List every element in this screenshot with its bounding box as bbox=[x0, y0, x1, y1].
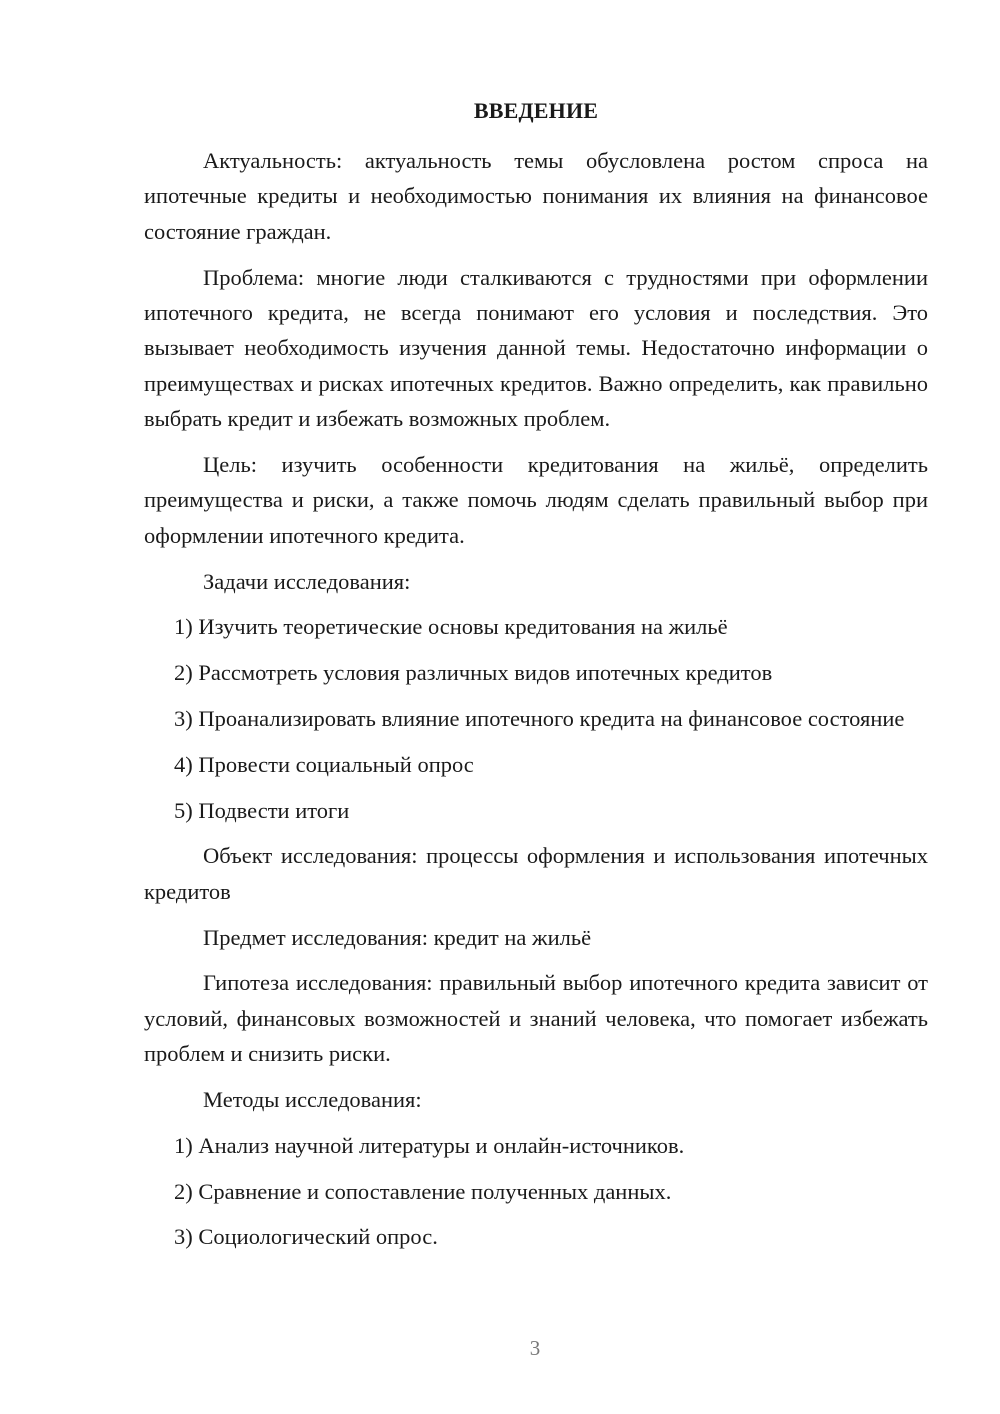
document-page bbox=[144, 96, 928, 1265]
method-item-2: 2) Сравнение и сопоставление полученных данных. bbox=[174, 1178, 672, 1204]
hypothesis-paragraph: Гипотеза исследования: правильный выбор ипотечного кредита зависит от условий, финансовых возможностей и знаний человека, что помогает избежать проблем и снизить риски. bbox=[144, 970, 928, 1067]
task-item-3: 3) Проанализировать влияние ипотечного кредита на финансовое состояние bbox=[174, 706, 905, 732]
task-item-1: 1) Изучить теоретические основы кредитования на жильё bbox=[174, 614, 728, 640]
relevance-paragraph: Актуальность: актуальность темы обусловлена ростом спроса на ипотечные кредиты и необходимостью понимания их влияния на финансовое состояние граждан. bbox=[144, 148, 928, 244]
task-item-5: 5) Подвести итоги bbox=[174, 797, 350, 823]
goal-paragraph: Цель: изучить особенности кредитования на жильё, определить преимущества и риски, а также помочь людям сделать правильный выбор при оформлении ипотечного кредита. bbox=[144, 452, 928, 548]
tasks-heading: Задачи исследования: bbox=[203, 568, 411, 594]
task-item-4: 4) Провести социальный опрос bbox=[174, 751, 474, 777]
object-paragraph: Объект исследования: процессы оформления и использования ипотечных кредитов bbox=[144, 843, 928, 904]
page-number: 3 bbox=[529, 1336, 541, 1360]
methods-heading: Методы исследования: bbox=[203, 1087, 422, 1113]
method-item-3: 3) Социологический опрос. bbox=[174, 1224, 438, 1250]
problem-paragraph: Проблема: многие люди сталкиваются с трудностями при оформлении ипотечного кредита, не всегда понимают его условия и последствия. Это вызывает необходимость изучения данной темы. Недостаточно информации о преимуществах и рисках ипотечных кредитов. Важно определить, как правильно выбрать кредит и избежать возможных проблем. bbox=[144, 264, 928, 432]
method-item-1: 1) Анализ научной литературы и онлайн-источников. bbox=[174, 1132, 685, 1158]
subject-paragraph: Предмет исследования: кредит на жильё bbox=[203, 924, 592, 950]
page-title: ВВЕДЕНИЕ bbox=[473, 98, 599, 123]
task-item-2: 2) Рассмотреть условия различных видов ипотечных кредитов bbox=[174, 660, 773, 686]
